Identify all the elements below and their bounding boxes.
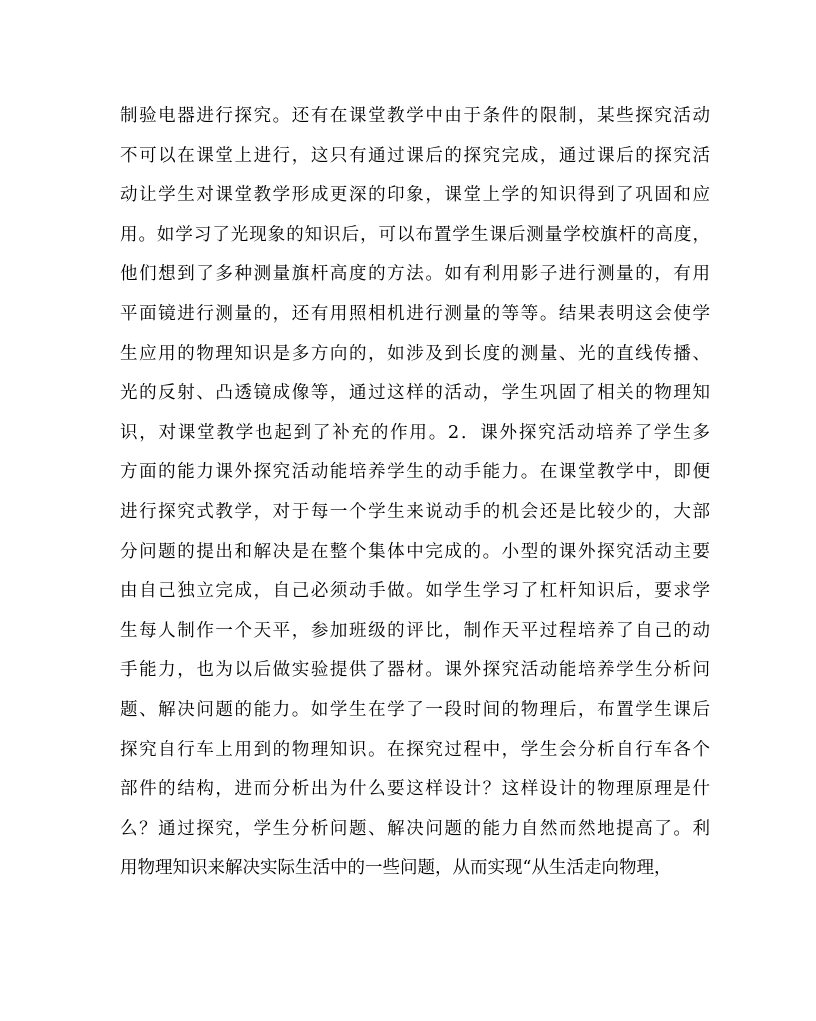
text-line: 识，对课堂教学也起到了补充的作用。2．课外探究活动培养了学生多 xyxy=(120,422,710,443)
text-line: 制验电器进行探究。还有在课堂教学中由于条件的限制，某些探究活动 xyxy=(120,106,710,126)
text-line: 方面的能力课外探究活动能培养学生的动手能力。在课堂教学中，即便 xyxy=(120,462,710,483)
text-line: 用物理知识来解决实际生活中的一些问题，从而实现“从生活走向物理， xyxy=(120,858,672,879)
text-line: 题、解决问题的能力。如学生在学了一段时间的物理后，布置学生课后 xyxy=(120,699,710,720)
text-line: 不可以在课堂上进行，这只有通过课后的探究完成，通过课后的探究活 xyxy=(120,145,710,166)
text-line: 他们想到了多种测量旗杆高度的方法。如有利用影子进行测量的，有用 xyxy=(120,264,710,285)
text-line: 光的反射、凸透镜成像等，通过这样的活动，学生巩固了相关的物理知 xyxy=(120,383,710,404)
text-line: 进行探究式教学，对于每一个学生来说动手的机会还是比较少的，大部 xyxy=(120,501,710,522)
text-line: 平面镜进行测量的，还有用照相机进行测量的等等。结果表明这会使学 xyxy=(120,303,710,324)
text-line: 么？通过探究，学生分析问题、解决问题的能力自然而然地提高了。利 xyxy=(120,818,710,839)
text-line: 探究自行车上用到的物理知识。在探究过程中，学生会分析自行车各个 xyxy=(120,739,710,760)
text-line: 生每人制作一个天平，参加班级的评比，制作天平过程培养了自己的动 xyxy=(120,620,710,641)
body-text xyxy=(120,97,710,889)
text-line: 用。如学习了光现象的知识后，可以布置学生课后测量学校旗杆的高度， xyxy=(120,224,710,245)
text-line: 部件的结构，进而分析出为什么要这样设计？这样设计的物理原理是什 xyxy=(120,779,710,800)
text-line: 分问题的提出和解决是在整个集体中完成的。小型的课外探究活动主要 xyxy=(120,541,710,562)
text-line: 由自己独立完成，自己必须动手做。如学生学习了杠杆知识后，要求学 xyxy=(120,581,710,602)
text-line: 动让学生对课堂教学形成更深的印象，课堂上学的知识得到了巩固和应 xyxy=(120,185,710,206)
text-line: 生应用的物理知识是多方向的，如涉及到长度的测量、光的直线传播、 xyxy=(120,343,710,364)
text-line: 手能力，也为以后做实验提供了器材。课外探究活动能培养学生分析问 xyxy=(120,660,710,681)
